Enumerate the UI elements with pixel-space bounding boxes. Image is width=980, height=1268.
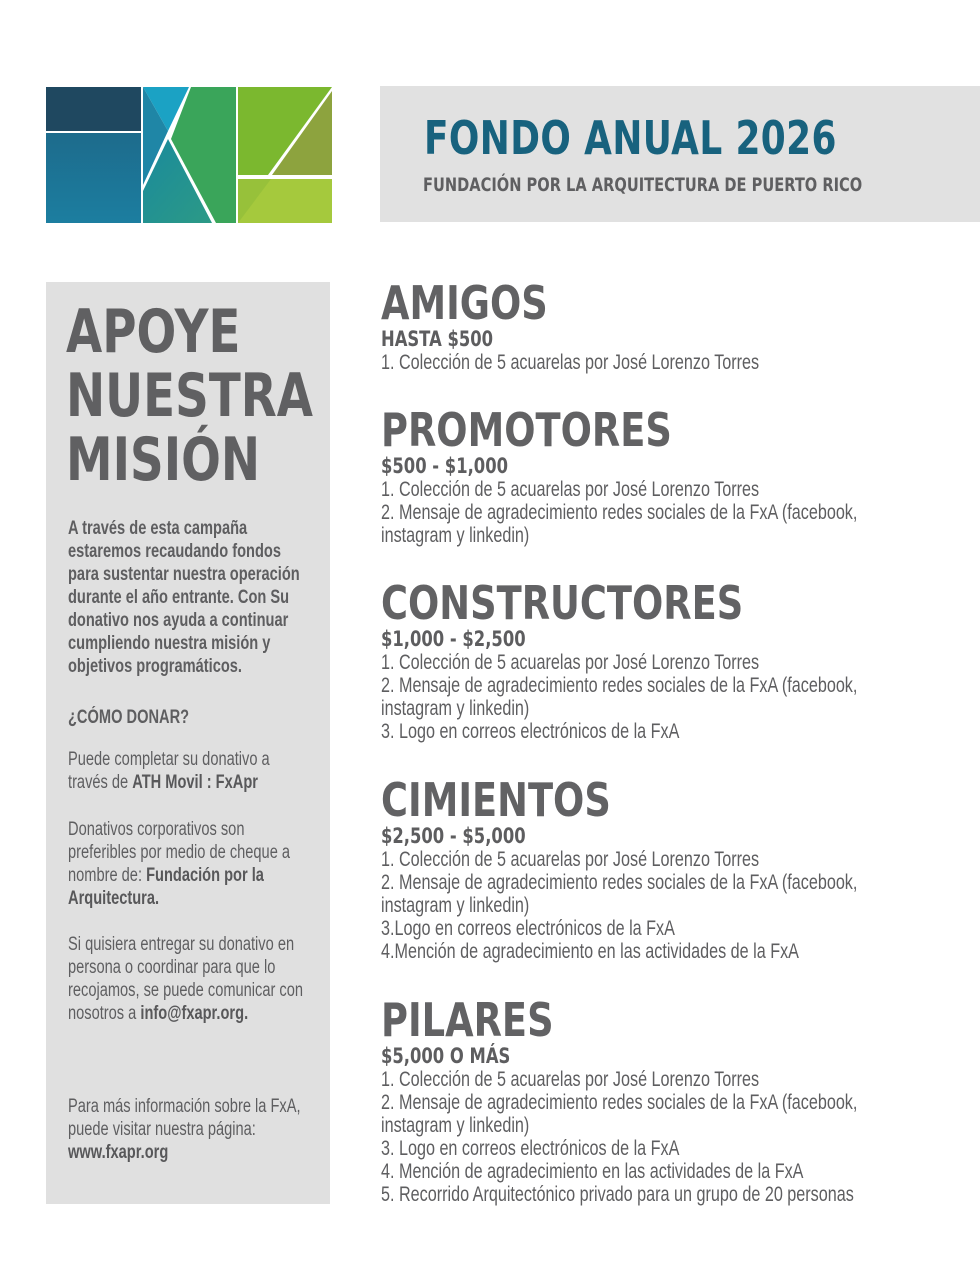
- tier-cimientos: [381, 773, 980, 963]
- fxa-logo-graphic: [46, 87, 332, 223]
- in-person-donation-text: Si quisiera entregar su donativo en persona o coordinar para que lo recojamos, se puede comunicar con nosotros a info@fxapr.org.: [68, 934, 304, 1024]
- benefit-item: 3. Logo en correos electrónicos de la FxA: [381, 720, 680, 743]
- mission-heading-line: NUESTRA: [66, 361, 314, 431]
- tier-promotores: [381, 403, 980, 547]
- tier-name: CONSTRUCTORES: [381, 576, 744, 630]
- check-payee: Fundación por la Arquitectura.: [68, 865, 264, 909]
- tier-name: AMIGOS: [381, 276, 548, 330]
- corporate-donation-text: Donativos corporativos son preferibles por medio de cheque a nombre de: Fundación por la Arquitectura.: [68, 819, 291, 909]
- tier-benefits: [381, 848, 966, 963]
- campaign-title: FONDO ANUAL 2026: [424, 111, 837, 165]
- website-link[interactable]: www.fxapr.org: [68, 1142, 169, 1163]
- tier-benefits: [381, 478, 966, 547]
- benefit-item: 1. Colección de 5 acuarelas por José Lorenzo Torres: [381, 478, 760, 501]
- benefit-item: 3.Logo en correos electrónicos de la FxA: [381, 917, 675, 940]
- organization-name: FUNDACIÓN POR LA ARQUITECTURA DE PUERTO RICO: [423, 174, 863, 196]
- benefit-item: 2. Mensaje de agradecimiento redes sociales de la FxA (facebook,: [381, 1091, 858, 1114]
- benefit-item: 2. Mensaje de agradecimiento redes sociales de la FxA (facebook,: [381, 871, 858, 894]
- tier-benefits: [381, 351, 966, 374]
- benefit-item: 4. Mención de agradecimiento en las actividades de la FxA: [381, 1160, 804, 1183]
- benefit-item: instagram y linkedin): [381, 524, 530, 547]
- benefit-item: instagram y linkedin): [381, 1114, 530, 1137]
- tier-range: $500 - $1,000: [381, 454, 509, 478]
- tier-range: HASTA $500: [381, 327, 494, 351]
- mission-heading-line: APOYE: [66, 297, 241, 367]
- tier-name: PILARES: [381, 993, 554, 1047]
- benefit-item: instagram y linkedin): [381, 894, 530, 917]
- more-info-text: Para más información sobre la FxA, puede visitar nuestra página: www.fxapr.org: [68, 1096, 301, 1163]
- campaign-intro: A través de esta campaña estaremos recaudando fondos para sustentar nuestra operación durante el año entrante. Con Su donativo nos ayuda a continuar cumpliendo nuestra misión y objetivos programáticos.: [68, 518, 300, 677]
- benefit-item: 4.Mención de agradecimiento en las actividades de la FxA: [381, 940, 799, 963]
- benefit-item: 1. Colección de 5 acuarelas por José Lorenzo Torres: [381, 848, 760, 871]
- tier-pilares: [381, 993, 980, 1206]
- contact-email[interactable]: info@fxapr.org.: [140, 1003, 249, 1024]
- tier-range: $1,000 - $2,500: [381, 627, 526, 651]
- benefit-item: 2. Mensaje de agradecimiento redes sociales de la FxA (facebook,: [381, 501, 858, 524]
- mission-heading-line: MISIÓN: [66, 425, 261, 495]
- benefit-item: 1. Colección de 5 acuarelas por José Lorenzo Torres: [381, 1068, 760, 1091]
- ath-donation-text: Puede completar su donativo a través de ATH Movil : FxApr: [68, 749, 270, 793]
- tier-range: $2,500 - $5,000: [381, 824, 526, 848]
- benefit-item: 1. Colección de 5 acuarelas por José Lorenzo Torres: [381, 651, 760, 674]
- benefit-item: 2. Mensaje de agradecimiento redes sociales de la FxA (facebook,: [381, 674, 858, 697]
- tier-benefits: [381, 1068, 966, 1206]
- tier-range: $5,000 O MÁS: [381, 1044, 511, 1068]
- benefit-item: instagram y linkedin): [381, 697, 530, 720]
- tier-amigos: [381, 276, 980, 374]
- mission-heading: [66, 297, 314, 495]
- how-to-donate-heading: ¿CÓMO DONAR?: [68, 707, 190, 728]
- benefit-item: 3. Logo en correos electrónicos de la FxA: [381, 1137, 680, 1160]
- benefit-item: 1. Colección de 5 acuarelas por José Lorenzo Torres: [381, 351, 760, 374]
- tier-name: PROMOTORES: [381, 403, 672, 457]
- benefit-item: 5. Recorrido Arquitectónico privado para un grupo de 20 personas: [381, 1183, 854, 1206]
- tier-name: CIMIENTOS: [381, 773, 611, 827]
- ath-movil-handle: ATH Movil : FxApr: [132, 772, 258, 793]
- tier-constructores: [381, 576, 980, 743]
- tier-benefits: [381, 651, 966, 743]
